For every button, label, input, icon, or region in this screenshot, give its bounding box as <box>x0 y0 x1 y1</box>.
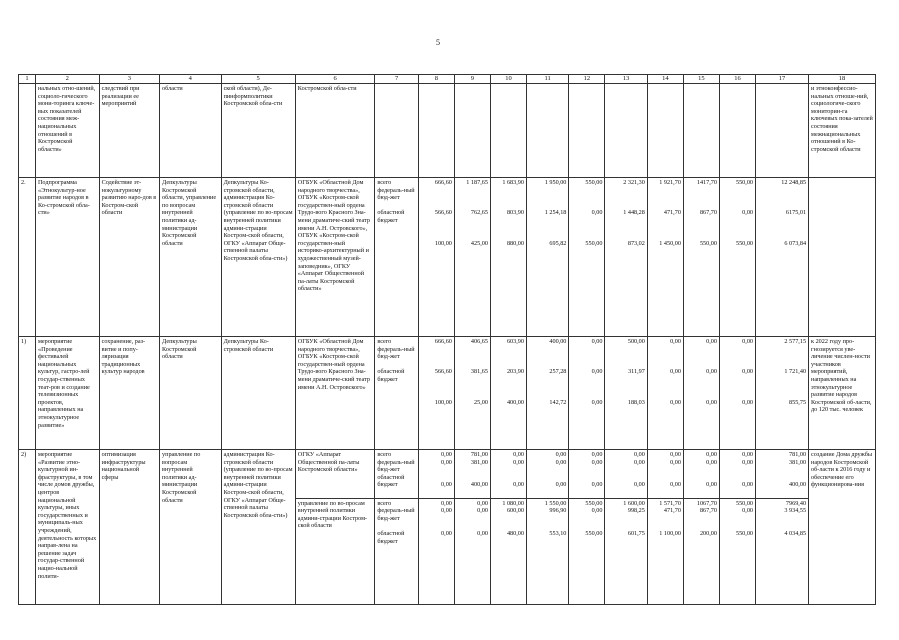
value: 425,00 <box>470 239 488 247</box>
row-number: 1) <box>19 337 36 450</box>
cont-col-14 <box>647 84 683 178</box>
value: 1 921,70 <box>659 179 681 186</box>
value: 1 080,00 <box>502 499 524 507</box>
value-cell <box>418 178 454 337</box>
value: 0,00 <box>513 481 524 489</box>
continued-row <box>19 84 876 178</box>
value: 880,00 <box>506 239 524 247</box>
value: 100,00 <box>434 398 452 406</box>
value: 1 721,40 <box>784 368 807 376</box>
cont-c2: нальных отно-шений, социоло-гического мони-торинга ключе-вых показателей состояния меж-национальных отношений в Костромской области» <box>35 84 99 178</box>
value: 695,82 <box>549 239 567 247</box>
value: 0,00 <box>742 507 753 515</box>
value: 0,00 <box>706 481 717 489</box>
value-cell <box>526 498 568 604</box>
col-header-3: 3 <box>99 75 159 84</box>
value: 0,00 <box>441 507 452 515</box>
table-row <box>19 450 876 499</box>
value: 0,00 <box>670 458 681 466</box>
value-cell <box>569 337 605 450</box>
funding-source-cell <box>375 498 418 604</box>
value-cell <box>683 337 719 450</box>
value-cell <box>719 178 755 337</box>
value: 666,60 <box>434 338 452 345</box>
value: 0,00 <box>742 481 753 489</box>
value-cell <box>526 337 568 450</box>
value: 0,00 <box>441 499 452 507</box>
value: 0,00 <box>441 451 452 458</box>
value-cell <box>719 450 755 499</box>
row-number-cell <box>19 84 36 178</box>
cont-col-9 <box>454 84 490 178</box>
value: 381,65 <box>470 368 488 376</box>
value: 0,00 <box>706 338 717 345</box>
value-cell <box>418 337 454 450</box>
value-cell <box>490 450 526 499</box>
value: 1 450,00 <box>659 239 681 247</box>
value-cell <box>605 450 647 499</box>
value-cell <box>756 178 809 337</box>
value: 762,65 <box>470 209 488 217</box>
value-cell <box>683 178 719 337</box>
row3-c6b: управление по во-просам внутренней политики админи-страции Костром-ской области <box>295 498 375 604</box>
value: 1417,70 <box>696 179 717 186</box>
value: 566,60 <box>434 368 452 376</box>
value: 1 571,70 <box>659 499 681 507</box>
value: 3 934,55 <box>784 507 807 515</box>
value-cell <box>526 450 568 499</box>
row3-c18: создание Дома дружбы народов Костромской об-ласти к 2016 году и обеспечение его функционирова-ния <box>809 450 876 605</box>
cont-col-17 <box>756 84 809 178</box>
col-header-7: 7 <box>375 75 418 84</box>
funding-source: всего <box>377 499 392 507</box>
value: 0,00 <box>441 458 452 466</box>
value-cell <box>719 337 755 450</box>
value-cell <box>569 178 605 337</box>
cont-col-16 <box>719 84 755 178</box>
col-header-11: 11 <box>526 75 568 84</box>
value: 0,00 <box>441 529 452 537</box>
value-cell <box>569 498 605 604</box>
funding-source: всего <box>377 179 392 186</box>
row1-c2: мероприятие «Проведение фестивалей национальных культур, гастро-лей государ-ственных теат-ров и создание телевизионных проектов, направленных на этнокультурное развитие» <box>35 337 99 450</box>
col-header-13: 13 <box>605 75 647 84</box>
value: 550,00 <box>735 239 753 247</box>
value: 873,02 <box>627 239 645 247</box>
value: 471,70 <box>663 209 681 217</box>
value: 2 577,15 <box>784 338 807 345</box>
col-header-8: 8 <box>418 75 454 84</box>
value: 7969,40 <box>785 499 807 507</box>
value: 0,00 <box>706 451 717 458</box>
cont-c6: Костромской обла-сти <box>295 84 375 178</box>
value: 203,90 <box>506 368 524 376</box>
table-row <box>19 337 876 450</box>
value: 0,00 <box>591 398 603 406</box>
funding-source: федераль-ный бюд-жет <box>377 186 415 202</box>
row1-c18: к 2022 году про-гнозируется уве-личение числен-ности участников мероприятий, направленных на этнокультурное развитие народов Костромской об-ласти, до 120 тыс. человек <box>809 337 876 450</box>
value-cell <box>647 498 683 604</box>
value: 0,00 <box>477 507 488 515</box>
value-cell <box>605 337 647 450</box>
value: 601,75 <box>627 529 645 537</box>
value: 471,70 <box>663 507 681 515</box>
cont-col-7 <box>375 84 418 178</box>
value-cell <box>605 178 647 337</box>
value: 257,28 <box>549 368 567 376</box>
cont-c18: и этноконфессио-нальных отноше-ний, социологиче-ского мониторин-га ключевых пока-зателей состояния межнациональных отношений в Ко-стромской области <box>809 84 876 178</box>
value: 0,00 <box>591 451 603 458</box>
col-header-5: 5 <box>221 75 295 84</box>
cont-col-12 <box>569 84 605 178</box>
funding-source: областной бюджет <box>377 473 405 489</box>
value-cell <box>756 337 809 450</box>
col-header-17: 17 <box>756 75 809 84</box>
funding-source: всего <box>377 451 392 458</box>
value: 0,00 <box>591 209 603 217</box>
value-cell <box>683 498 719 604</box>
value: 781,00 <box>789 451 807 458</box>
value: 1 448,28 <box>623 209 645 217</box>
program-table <box>18 74 876 605</box>
col-header-12: 12 <box>569 75 605 84</box>
row2-c5: Депкультуры Ко-стромской области, администрация Ко-стромской области (управление по во-просам внутренней политики админи-страции Костром-ской области, ОГКУ «Аппарат Обще-ственной палаты Костромской обла-сти») <box>221 178 295 337</box>
cont-col-11 <box>526 84 568 178</box>
value: 0,00 <box>555 451 567 458</box>
row3-c3: оптимизация инфраструктуры национальной сферы <box>99 450 159 605</box>
value: 1067,70 <box>696 499 717 507</box>
cont-col-10 <box>490 84 526 178</box>
value: 500,00 <box>627 338 645 345</box>
funding-source-cell <box>375 178 418 337</box>
value-cell <box>454 498 490 604</box>
value: 0,00 <box>706 368 717 376</box>
cont-col-15 <box>683 84 719 178</box>
value: 142,72 <box>549 398 567 406</box>
value: 867,70 <box>699 507 717 515</box>
value-cell <box>454 178 490 337</box>
funding-source-cell <box>375 450 418 499</box>
value-cell <box>454 450 490 499</box>
value: 381,00 <box>789 458 807 466</box>
value: 0,00 <box>555 458 567 466</box>
value: 0,00 <box>591 368 603 376</box>
row1-c4: Депкультуры Костромской области <box>160 337 222 450</box>
value-cell <box>569 450 605 499</box>
value: 550,00 <box>735 529 753 537</box>
value: 0,00 <box>670 398 681 406</box>
value: 867,70 <box>699 209 717 217</box>
value: 0,00 <box>634 458 645 466</box>
col-header-2: 2 <box>35 75 99 84</box>
row1-c5: Депкультуры Ко-стромской области <box>221 337 295 450</box>
value-cell <box>756 450 809 499</box>
value: 0,00 <box>742 398 753 406</box>
value: 1 950,00 <box>544 179 567 186</box>
value: 400,00 <box>506 398 524 406</box>
col-header-14: 14 <box>647 75 683 84</box>
value: 0,00 <box>742 338 753 345</box>
value: 1 683,90 <box>502 179 524 186</box>
value: 200,00 <box>699 529 717 537</box>
value-cell <box>490 498 526 604</box>
col-header-15: 15 <box>683 75 719 84</box>
value: 0,00 <box>591 458 603 466</box>
row3-c2: мероприятие «Развитие этно-культурной ин-фраструктуры, в том числе домов дружбы, центров национальной культуры, иных государственных и муниципаль-ных учреждений, деятельность которых направ-лена на решение задач государ-ственной нацио-нальной полити- <box>35 450 99 605</box>
value: 600,00 <box>506 507 524 515</box>
value: 0,00 <box>742 209 753 217</box>
row2-c2: Подпрограмма «Этнокультур-ное развитие народов в Ко-стромской обла-сти» <box>35 178 99 337</box>
value: 550,00 <box>585 239 603 247</box>
col-header-18: 18 <box>809 75 876 84</box>
value-cell <box>683 450 719 499</box>
value: 550,00 <box>699 239 717 247</box>
value: 406,65 <box>470 338 488 345</box>
cont-c3: следствий при реализации ее мероприятий <box>99 84 159 178</box>
value: 0,00 <box>555 481 567 489</box>
value: 480,00 <box>506 529 524 537</box>
value-cell <box>719 498 755 604</box>
value: 400,00 <box>470 481 488 489</box>
funding-source: федераль-ный бюд-жет <box>377 507 415 522</box>
value: 0,00 <box>670 338 681 345</box>
value-cell <box>454 337 490 450</box>
row-number: 2) <box>19 450 36 605</box>
value: 803,90 <box>506 209 524 217</box>
value: 855,75 <box>789 398 807 406</box>
value: 6175,01 <box>785 209 807 217</box>
value: 0,00 <box>706 398 717 406</box>
cont-col-13 <box>605 84 647 178</box>
value: 553,10 <box>549 529 567 537</box>
value: 1 600,00 <box>623 499 645 507</box>
value-cell <box>756 498 809 604</box>
value-cell <box>647 337 683 450</box>
value: 0,00 <box>670 451 681 458</box>
value-cell <box>490 178 526 337</box>
row2-c3: Содействие эт-нокультурному развитию наро-дов в Костром-ской области <box>99 178 159 337</box>
value: 0,00 <box>591 507 603 515</box>
value: 1 254,18 <box>544 209 567 217</box>
funding-source: областной бюджет <box>377 529 405 545</box>
value: 0,00 <box>441 481 452 489</box>
value: 6 073,84 <box>784 239 807 247</box>
value: 0,00 <box>742 451 753 458</box>
value: 550,00 <box>585 179 603 186</box>
row2-c4: Депкультуры Костромской области, управление по вопросам внутренней политики ад-министрации Костромской области <box>160 178 222 337</box>
row1-c3: сохранение, раз-витие и попу-ляризация традиционных культур народов <box>99 337 159 450</box>
value: 1 550,00 <box>544 499 567 507</box>
value: 603,90 <box>506 338 524 345</box>
row2-c6: ОГБУК «Областной Дом народного творчества», ОГБУК «Костром-ской государствен-ный ордена Трудо-вого Красного Зна-мени драматиче-ский театр имени А.Н. Островского», ОГБУК «Костром-ской государствен-ный историко-архитектурный и художественный музей-заповедник», ОГКУ «Аппарат Общественной па-латы Костромской области» <box>295 178 375 337</box>
funding-source: областной бюджет <box>377 368 405 383</box>
value: 311,97 <box>628 368 645 376</box>
value: 0,00 <box>634 481 645 489</box>
value: 0,00 <box>634 451 645 458</box>
value: 25,00 <box>474 398 488 406</box>
value: 0,00 <box>742 368 753 376</box>
value: 996,90 <box>549 507 567 515</box>
value: 1 100,00 <box>659 529 681 537</box>
value: 400,00 <box>789 481 807 489</box>
row-number: 2. <box>19 178 36 337</box>
value-cell <box>647 450 683 499</box>
value: 0,00 <box>742 458 753 466</box>
value: 0,00 <box>477 499 488 507</box>
cont-col-8 <box>418 84 454 178</box>
col-header-6: 6 <box>295 75 375 84</box>
value: 0,00 <box>670 481 681 489</box>
value-cell <box>526 178 568 337</box>
row3-c6a: ОГКУ «Аппарат Общественной па-латы Костромской области» <box>295 450 375 499</box>
value-cell <box>418 498 454 604</box>
value: 100,00 <box>434 239 452 247</box>
value: 0,00 <box>591 338 603 345</box>
value: 0,00 <box>477 529 488 537</box>
value-cell <box>418 450 454 499</box>
row2-c18 <box>809 178 876 337</box>
value: 0,00 <box>670 368 681 376</box>
value: 550,00 <box>585 529 603 537</box>
value: 2 321,30 <box>623 179 645 186</box>
value: 550,00 <box>735 179 753 186</box>
row3-c5: администрация Ко-стромской области (управление по во-просам внутренней политики админи-страции Костром-ской области, ОГКУ «Аппарат Обще-ственной палаты Костромской обла-сти») <box>221 450 295 605</box>
page-number: 5 <box>436 38 440 47</box>
col-header-16: 16 <box>719 75 755 84</box>
col-header-4: 4 <box>160 75 222 84</box>
value: 400,00 <box>549 338 567 345</box>
value-cell <box>490 337 526 450</box>
col-header-1: 1 <box>19 75 36 84</box>
cont-c5: ской области), Де-пинформполитики Костромской обла-сти <box>221 84 295 178</box>
value: 0,00 <box>591 481 603 489</box>
value: 998,25 <box>627 507 645 515</box>
value-cell <box>647 178 683 337</box>
value: 188,03 <box>627 398 645 406</box>
value: 12 248,85 <box>781 179 807 186</box>
funding-source-cell <box>375 337 418 450</box>
col-header-9: 9 <box>454 75 490 84</box>
value: 0,00 <box>706 458 717 466</box>
row1-c6: ОГБУК «Областной Дом народного творчества», ОГБУК «Костром-ской государствен-ный ордена Трудо-вого Красного Зна-мени драматиче-ский театр имени А.Н. Островского» <box>295 337 375 450</box>
value-cell <box>605 498 647 604</box>
funding-source: федераль-ный бюд-жет <box>377 458 415 474</box>
funding-source: федераль-ный бюд-жет <box>377 345 415 361</box>
cont-c4: области <box>160 84 222 178</box>
table-row <box>19 178 876 337</box>
value: 550,00 <box>585 499 603 507</box>
value: 1 187,65 <box>466 179 488 186</box>
row3-c4: управление по вопросам внутренней политики ад-министрации Костромской области <box>160 450 222 605</box>
value: 381,00 <box>470 458 488 466</box>
value: 0,00 <box>513 451 524 458</box>
value: 566,60 <box>434 209 452 217</box>
value: 550,00 <box>735 499 753 507</box>
col-header-10: 10 <box>490 75 526 84</box>
value: 666,60 <box>434 179 452 186</box>
value: 4 034,85 <box>784 529 807 537</box>
column-number-row <box>19 75 876 84</box>
value: 0,00 <box>513 458 524 466</box>
funding-source: областной бюджет <box>377 209 405 224</box>
funding-source: всего <box>377 338 392 345</box>
value: 781,00 <box>470 451 488 458</box>
